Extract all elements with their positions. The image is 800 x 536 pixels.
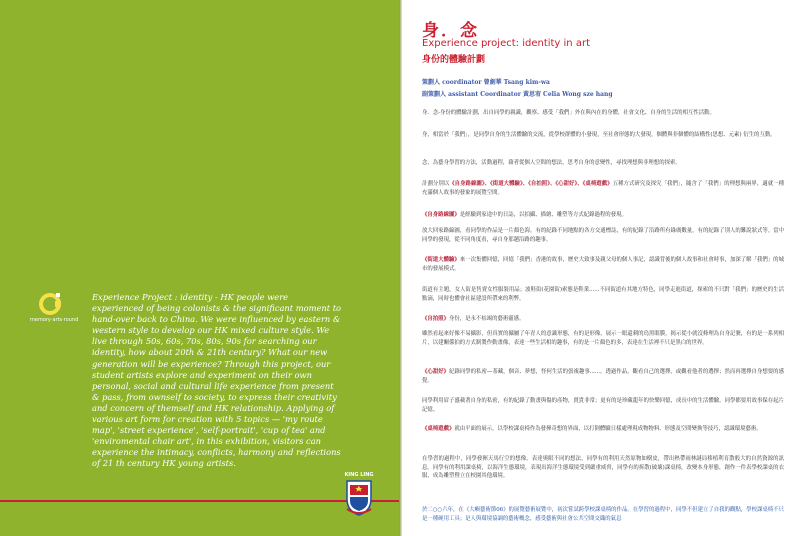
paragraph-topics — [422, 180, 784, 197]
page-title: 身．念 — [422, 21, 479, 41]
logo-caption: memory·arts·round — [30, 317, 79, 323]
paragraph-body-concept: 身，相當於「我們」，是同學自身的生活體驗的交流，從學校群體的小發現，至社會形態的大發現，個體與非個體的結構性(思想、元素) 衍生的互動。 — [422, 132, 776, 138]
paragraph-chair-detail: 在學習的過程中，同學發揮天馬行空的想像，表達奧眼不同的想法，同學有的利用天然原物如樹皮，帶出熱帶雨林謎局移植利育散般大的自然資源的訊息。同學有的利用課桌椅，以海洋生態環境，表現出海洋生態環境受到嚴重威脅，同學有的拆散(破壞)課桌椅，改變本身形態，創作一件表學校課桌的衣服，成為雕塑暨立在校園其他環境。 — [422, 456, 784, 480]
route-map-title: 《自身路線圖》 — [422, 212, 460, 218]
shield-icon — [345, 479, 373, 517]
paragraph-route-map — [422, 211, 784, 220]
right-page — [402, 0, 800, 536]
paragraph-chair — [422, 425, 784, 434]
topics-lead: 計劃分別以 — [422, 181, 450, 187]
paragraph-street — [422, 256, 784, 273]
paragraph-route-detail: 放大回家路線圖，看同學的作品是一片顏色海。有的紀錄不同地點的各方交通標誌，有的紀錄了沿路所有綠廣數量，有的紀錄了別人的難說狀式等。當中同學的發現，從不同角度看，尋自身那趟沿路的趣事。 — [422, 228, 784, 243]
coordinator-credit: 策劃人 coordinator 曾劍華 Tsang kim-wa — [422, 79, 550, 86]
topics-tail: 五種方式研究及探究「我們」，隨含了「我們」的理想與兩界，適就一種充滿個人故事的發象的展覽空間。 — [422, 181, 784, 196]
route-map-text: 是經驗到家途中的日誌，以拍攝、描繪、雕塑等方式紀錄過程的發現。 — [459, 212, 627, 218]
subtitle-english: Experience project: identity in art — [422, 38, 590, 49]
paragraph-heart-detail: 同學利用眉子盛載著自身的私密，有的紀錄了動畫與傷的產物，賣貴非常；更有的是珍藏龍年的快樂回憶，成長中的生活體驗。同學都要用故事保存起片記憶。 — [422, 398, 784, 413]
red-divider — [0, 500, 400, 502]
assistant-coordinator-credit: 副策劃人 assistant Coordinator 黃思宥 Celia Wong sze hang — [422, 91, 613, 98]
chair-title: 《桌椅遊戲》 — [422, 426, 455, 432]
english-intro: Experience Project : identity - HK people were experienced of being colonists & the significant moment to hand-over back to China. We were influenced by eastern & western style to develop our HK mixed culture style. We live through 50s, 60s, 70s, 80s, 90s for searching our identity, how about 20th & 21th century? What our new generation will be experience? Through this project, our student artists explore and experiment on their own personal, social and cultural life experience from present & pass, from ownself to society, to express their creativity and concern of themself and HK relationship. Applying of various art form for creation with 5 topics — 'my route map', 'street experience', 'self-portrait', 'cup of tea' and 'enviromental chair art', in this exhibition, visitors can experience the intimacy, conflicts, harmony and reflections of 21 th century HK young artists. — [92, 292, 342, 469]
paragraph-mind-concept: 念，為藝身學習的方法，活動過程，藉者從個人空間的想法，思考自身的意變性，尋找理想與非理想的探索。 — [422, 160, 681, 166]
paragraph-intro: 身．念-身份的體驗計劃，出自同學的親識，觀察、感受「我們」外在與內在的身體，社會文化、自身的生活的相互性活動。 — [422, 110, 715, 116]
paragraph-selfie — [422, 315, 784, 324]
street-text: 來一次集體回憶，回憶「我們」香港的故事，歷史大致事及親父母的個人事記，認識背後的個人故事和社會時事，加深了解「我們」的城市的發展模式。 — [422, 257, 784, 272]
heart-text: 紀錄同學的私密—茶藏，個音、夢想，怪何生活的張複趣事......。透過作品，觀看自己的選擇，或觀看他者的選擇；然而再選擇自身想要的感覺。 — [422, 369, 784, 384]
selfie-title: 《自拍照》 — [422, 316, 449, 322]
selfie-text: 身份，是永不枯竭的藝術靈感。 — [448, 316, 525, 322]
street-title: 《街道大體驗》 — [422, 257, 460, 263]
paragraph-selfie-detail: 雖然看起來好像不易攝影，但真實的攝屬了年青人的意識形態，有的是形像，展示一眼還刺的鳥黑眼膜，揭示從小就沒條理為自身記號，有的是一系列相片，以建關係拍的方式制製作動畫像，表達一些生活相的趣事，有的是一片顏色的多，表達在生活裡不只是黑白的世界。 — [422, 331, 784, 346]
logo-icon — [37, 291, 63, 315]
subtitle-chinese: 身份的體驗計劃 — [422, 55, 486, 65]
badge-name: KING LING — [344, 472, 374, 478]
paragraph-street-detail: 街道有主題，女人街是售賣女性服裝用品；波鞋街(花園街)索態是鞋業......不同街道有其地方特色，同學走進街道，探索的不只對「我們」的歷史的生活點滴，同時也體會社區建設所帶來的利弊。 — [422, 287, 784, 302]
logo — [30, 291, 79, 323]
heart-title: 《心甜好》 — [422, 369, 450, 375]
school-badge — [341, 472, 377, 518]
paragraph-heart — [422, 368, 784, 385]
topics-list: 《自身路線圖》、《街道大體驗》、《自拍照》、《心甜好》、《桌椅遊戲》 — [449, 181, 613, 187]
chair-text: 就由平面的展示，以學校課桌椅作為發揮奇想的界面，以打倒體驗日樣處理現成物物料、形態及空間變換等技巧，認識環境藝術。 — [454, 426, 762, 432]
paragraph-festival: 於二○○六年，在《大嶼藝術節06》的展覽藝術展覽中，初次嘗試跨學校課桌椅的作品。在學習的過程中，同學不但建立了自我的觀點，學校課桌椅不只是一種硬用工具；是人與環境協調的藝術概念，感受藝術與社會公共空間交織的氣息 — [422, 507, 784, 522]
